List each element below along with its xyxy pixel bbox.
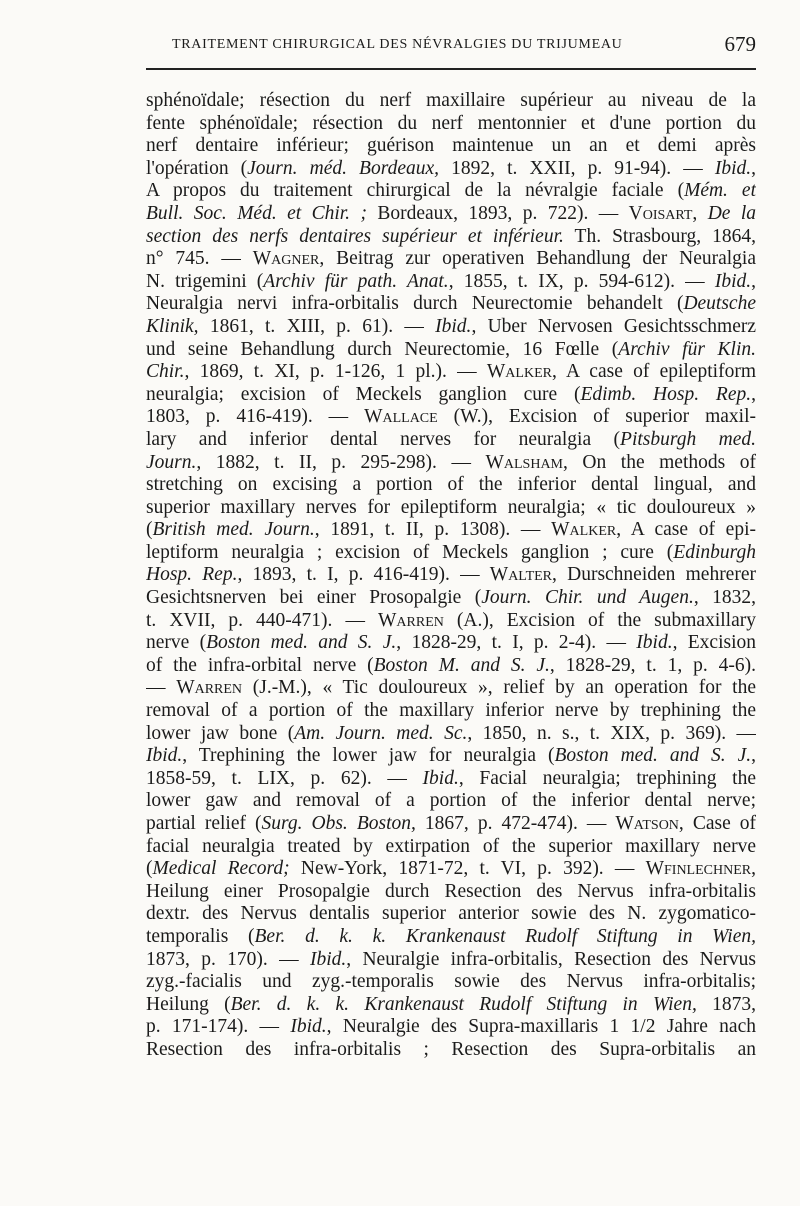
text-segment: (J.-M.), « Tic douloureux », relief by an operation for the [242, 677, 756, 699]
text-line [146, 610, 756, 633]
text-segment: nerf dentaire inférieur; guérison maintenue un an et demi après [146, 135, 756, 157]
page-number: 679 [724, 32, 756, 56]
text-segment: Gesichtsnerven bei einer Prosopalgie ( [146, 587, 482, 609]
text-line [146, 226, 756, 249]
text-segment: Th. Strasbourg, 1864, [563, 225, 756, 247]
text-line [146, 655, 756, 678]
italic-text: Ibid. [309, 948, 347, 970]
text-line [146, 271, 756, 294]
text-segment: , [751, 383, 756, 405]
italic-text: Chir. [146, 361, 185, 383]
text-segment: Case of [683, 813, 756, 834]
text-segment: l'opération ( [146, 157, 248, 179]
text-segment: Resection des infra-orbitalis ; Resection des Supra-orbitalis an [146, 1038, 756, 1060]
text-line [146, 926, 756, 949]
italic-text: Mém. et [684, 180, 756, 202]
italic-text: British med. Journ. [152, 519, 315, 541]
text-segment: Heilung ( [146, 993, 231, 1015]
text-segment: 1867, p. 472-474). — [415, 813, 616, 834]
text-segment: On the methods of [567, 451, 756, 473]
text-line [146, 429, 756, 452]
text-segment: n° 745. — [146, 248, 253, 270]
text-segment: Beitrag zur operativen Behandlung der Neuralgia [324, 248, 756, 270]
text-segment: superior maxillary nerves for epileptiform neuralgia; « tic douloureux » [146, 496, 756, 518]
author-name: Walsham, [485, 451, 568, 473]
italic-text: Boston med. and S. J. [554, 745, 752, 767]
text-segment: 1861, t. XIII, p. 61). — [198, 315, 436, 337]
text-segment: t. XVII, p. 440-471). — [146, 609, 378, 631]
text-line [146, 361, 756, 384]
text-segment: (A.), Excision of the submaxillary [443, 609, 756, 631]
italic-text: Surg. Obs. Boston, [261, 813, 416, 834]
text-segment: , [751, 270, 756, 292]
italic-text: Bull. Soc. Méd. et Chir. ; [146, 202, 367, 224]
text-segment: neuralgia; excision of Meckels ganglion cure ( [146, 383, 581, 405]
text-segment: , 1882, t. II, p. 295-298). — [196, 451, 486, 473]
text-line [146, 90, 756, 113]
text-line [146, 384, 756, 407]
text-segment: fente sphénoïdale; résection du nerf mentonnier et d'une portion du [146, 112, 756, 134]
italic-text: Journ. [146, 451, 197, 473]
text-segment: , 1828-29, t. I, p. 2-4). — [396, 632, 637, 654]
text-line [146, 1016, 756, 1039]
text-line [146, 180, 756, 203]
text-line [146, 135, 756, 158]
text-line [146, 248, 756, 271]
italic-text: section des nerfs dentaires supérieur et inférieur. [146, 225, 564, 247]
text-line [146, 452, 756, 475]
text-segment: N. trigemini ( [146, 270, 264, 292]
text-line [146, 813, 756, 836]
text-segment: , Excision [672, 632, 756, 654]
text-line [146, 949, 756, 972]
text-segment: sphénoïdale; résection du nerf maxillaire supérieur au niveau de la [146, 90, 756, 111]
text-segment: A propos du traitement chirurgical de la névralgie faciale ( [146, 180, 685, 202]
text-line [146, 700, 756, 723]
text-line [146, 903, 756, 926]
text-line [146, 474, 756, 497]
text-segment: , 1832, [693, 587, 756, 609]
italic-text: Archiv für Klin. [618, 338, 756, 360]
text-segment: Neuralgia nervi infra-orbitalis durch Neurectomie behandelt ( [146, 293, 684, 315]
text-segment: (W.), Excision of superior maxil- [437, 406, 756, 428]
text-segment: , Facial neuralgia; trephining the [458, 767, 756, 789]
text-segment: Bordeaux, 1893, p. 722). — [366, 202, 629, 224]
text-segment: 1803, p. 416-419). — [146, 406, 365, 428]
text-line [146, 203, 756, 226]
text-line [146, 406, 756, 429]
text-line [146, 316, 756, 339]
text-segment: , Neuralgie infra-orbitalis, Resection des Nervus [346, 948, 756, 970]
text-line [146, 542, 756, 565]
italic-text: Ibid. [422, 767, 459, 789]
text-segment: 1858-59, t. LIX, p. 62). — [146, 767, 423, 789]
text-line [146, 881, 756, 904]
text-segment: dextr. des Nervus dentalis superior anterior sowie des N. zygomatico- [146, 903, 756, 925]
text-segment: lary and inferior dental nerves for neuralgia ( [146, 428, 621, 450]
text-line [146, 564, 756, 587]
text-line [146, 836, 756, 859]
text-segment: , 1869, t. XI, p. 1-126, 1 pl.). — [184, 361, 487, 383]
text-segment: A case of epileptiform [556, 361, 756, 383]
author-name: Wallace [364, 406, 438, 428]
author-name: Wagner, [252, 248, 325, 270]
text-segment: , 1891, t. II, p. 1308). — [314, 519, 552, 541]
italic-text: Boston M. and S. J. [373, 654, 550, 676]
text-segment: , Uber Nervosen Gesichtsschmerz [471, 315, 756, 337]
author-name: Wfinlechner, [645, 858, 756, 880]
text-segment: , Trephining the lower jaw for neuralgia ( [182, 745, 555, 767]
italic-text: Journ. méd. Bordeaux, [247, 157, 440, 179]
text-segment: 1873, p. 170). — [146, 948, 310, 970]
italic-text: Ibid. [714, 270, 752, 292]
running-title: TRAITEMENT CHIRURGICAL DES NÉVRALGIES DU TRIJUMEAU [172, 37, 623, 52]
text-line [146, 858, 756, 881]
text-segment: — [146, 677, 177, 699]
italic-text: Pitsburgh med. [620, 428, 756, 450]
text-line [146, 677, 756, 700]
body-text [146, 90, 756, 1180]
text-segment: nerve ( [146, 632, 207, 654]
italic-text: Boston med. and S. J. [206, 632, 397, 654]
text-segment: stretching on excising a portion of the inferior dental lingual, and [146, 474, 756, 496]
text-segment: , 1828-29, t. 1, p. 4-6). [549, 654, 756, 676]
text-segment: partial relief ( [146, 813, 262, 834]
text-segment: leptiform neuralgia ; excision of Meckels ganglion ; cure ( [146, 541, 674, 563]
text-line [146, 587, 756, 610]
text-segment: , 1893, t. I, p. 416-419). — [237, 564, 490, 586]
text-segment: lower gaw and removal of a portion of the inferior dental nerve; [146, 790, 756, 812]
text-line [146, 632, 756, 655]
text-line [146, 745, 756, 768]
text-segment: 1873, [696, 993, 756, 1015]
text-segment: facial neuralgia treated by extirpation of the superior maxillary nerve [146, 835, 756, 857]
italic-text: Hosp. Rep. [146, 564, 238, 586]
text-line [146, 497, 756, 520]
italic-text: Ibid. [714, 157, 752, 179]
italic-text: Edinburgh [673, 541, 756, 563]
author-name: Warren [378, 609, 444, 631]
italic-text: Ber. d. k. k. Krankenaust Rudolf Stiftung in Wien, [230, 993, 697, 1015]
italic-text: Ibid. [146, 745, 183, 767]
text-segment: , 1850, n. s., t. XIX, p. 369). — [467, 722, 756, 744]
text-segment: New-York, 1871-72, t. VI, p. 392). — [289, 858, 646, 880]
text-segment [697, 203, 707, 224]
author-name: Voisart, [628, 202, 698, 224]
text-segment: ( [146, 519, 153, 541]
italic-text: Archiv für path. Anat. [263, 270, 449, 292]
text-segment: und seine Behandlung durch Neurectomie, 16 Fœlle ( [146, 338, 619, 360]
text-segment: , [751, 745, 756, 767]
text-line [146, 723, 756, 746]
text-line [146, 1039, 756, 1062]
text-segment: lower jaw bone ( [146, 722, 295, 744]
text-line [146, 158, 756, 181]
text-segment: removal of a portion of the maxillary inferior nerve by trephining the [146, 700, 756, 722]
author-name: Walter, [489, 564, 557, 586]
italic-text: Am. Journ. med. Sc. [294, 722, 468, 744]
italic-text: Medical Record; [152, 858, 290, 880]
header-rule [146, 68, 756, 70]
text-segment: , 1855, t. IX, p. 594-612). — [448, 270, 715, 292]
text-segment: of the infra-orbital nerve ( [146, 654, 374, 676]
italic-text: Edimb. Hosp. Rep. [580, 383, 752, 405]
italic-text: Ibid. [290, 1016, 327, 1038]
text-line [146, 790, 756, 813]
italic-text: Ibid. [636, 632, 673, 654]
author-name: Walker, [551, 519, 622, 541]
text-line [146, 994, 756, 1017]
page-header [172, 34, 756, 58]
author-name: Warren [176, 677, 243, 699]
text-segment: p. 171-174). — [146, 1016, 291, 1038]
italic-text: Klinik, [146, 315, 199, 337]
text-segment: A case of epi- [621, 519, 756, 541]
text-segment: ( [146, 858, 153, 880]
text-line [146, 768, 756, 791]
text-line [146, 519, 756, 542]
italic-text: De la [707, 202, 756, 224]
text-line [146, 293, 756, 316]
author-name: Walker, [486, 361, 557, 383]
text-segment: Durschneiden mehrerer [556, 564, 756, 586]
text-segment: Heilung einer Prosopalgie durch Resection des Nervus infra-orbitalis [146, 880, 756, 902]
text-line [146, 339, 756, 362]
italic-text: Ber. d. k. k. Krankenaust Rudolf Stiftung in Wien, [254, 925, 756, 947]
text-segment: 1892, t. XXII, p. 91-94). — [439, 157, 715, 179]
author-name: Watson, [615, 813, 684, 834]
text-segment: , [751, 157, 756, 179]
text-line [146, 971, 756, 994]
italic-text: Ibid. [435, 315, 472, 337]
text-segment: , Neuralgie des Supra-maxillaris 1 1/2 Jahre nach [326, 1016, 756, 1038]
text-segment: zyg.-facialis und zyg.-temporalis sowie des Nervus infra-orbitalis; [146, 971, 756, 993]
text-segment: temporalis ( [146, 925, 255, 947]
text-line [146, 113, 756, 136]
italic-text: Deutsche [683, 293, 756, 315]
italic-text: Journ. Chir. und Augen. [481, 587, 694, 609]
